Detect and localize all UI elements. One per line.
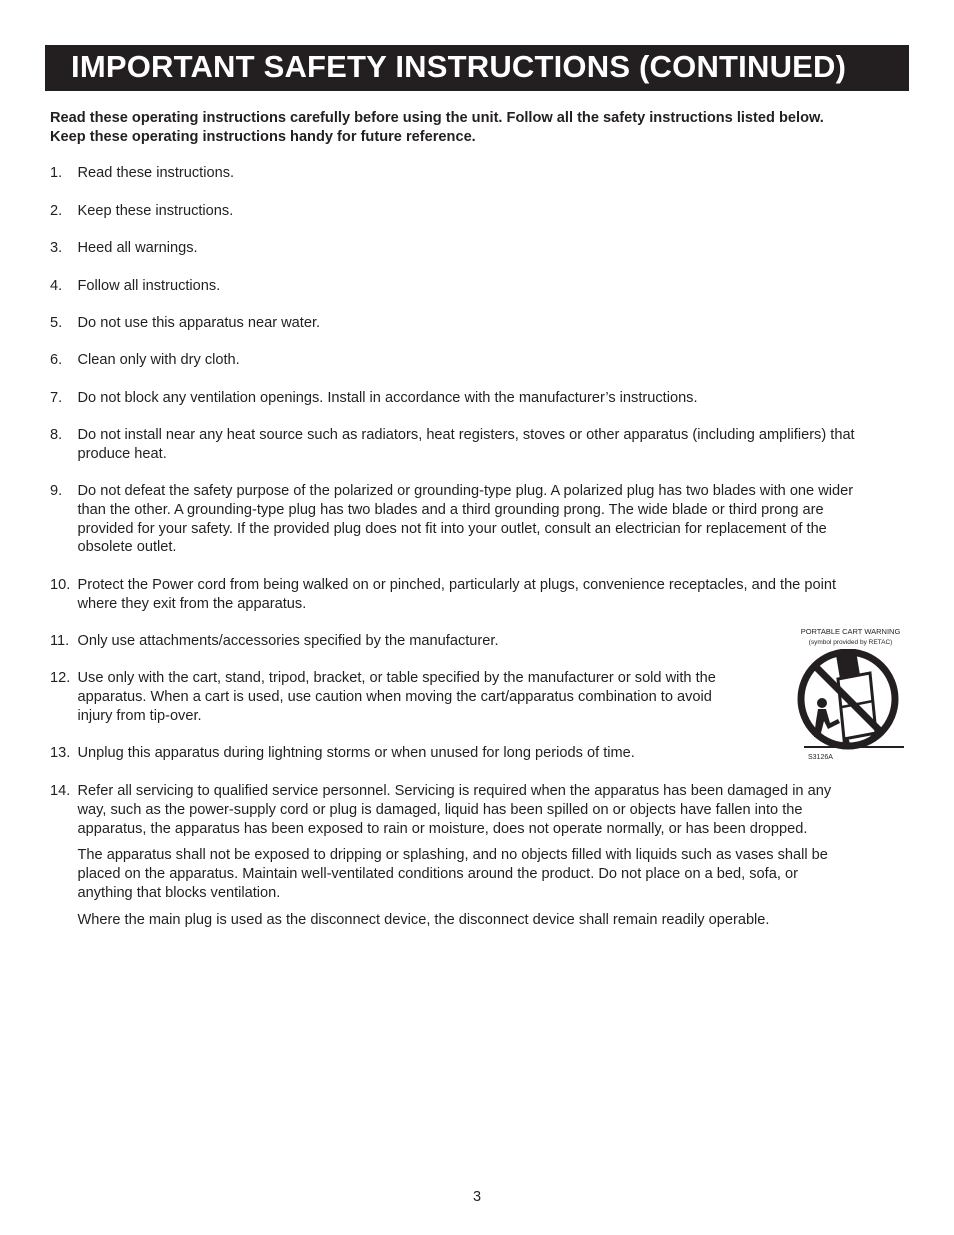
intro-paragraph [50, 109, 910, 147]
instruction-text: where they exit from the apparatus. [77, 595, 307, 612]
instruction-item [50, 314, 320, 333]
intro-line: Read these operating instructions carefully before using the unit. Follow all the safety instructions listed below. [50, 110, 824, 126]
cart-warning-code: S3126A [808, 754, 833, 761]
instruction-item [50, 164, 234, 183]
instruction-number: 9. [50, 483, 63, 499]
instruction-text: Read these instructions. [77, 165, 235, 181]
cart-warning-title: PORTABLE CART WARNING [800, 627, 901, 636]
instruction-text: apparatus. When a cart is used, use caution when moving the cart/apparatus combination to avoid [77, 688, 712, 705]
instruction-item [50, 277, 220, 296]
portable-cart-warning-icon [794, 649, 906, 753]
instruction-number: 11. [50, 633, 70, 649]
instruction-item [50, 744, 635, 763]
instruction-item [50, 351, 240, 370]
instruction-text: Unplug this apparatus during lightning storms or when unused for long periods of time. [77, 745, 635, 761]
instruction-item [50, 389, 698, 408]
title-bar [45, 45, 909, 91]
instruction-number: 5. [50, 315, 63, 331]
portable-cart-warning [788, 627, 913, 767]
page-number: 3 [472, 1189, 482, 1205]
instruction-number: 4. [50, 278, 63, 294]
instruction-text: Follow all instructions. [77, 278, 221, 294]
instruction-text: than the other. A grounding-type plug has two blades and a third grounding prong. The wide blade or third prong are [77, 501, 824, 518]
instruction-text: Clean only with dry cloth. [77, 352, 240, 368]
instruction-number: 2. [50, 203, 63, 219]
instruction-item [50, 782, 831, 838]
instruction-text: Use only with the cart, stand, tripod, bracket, or table specified by the manufacturer or sold with the [77, 670, 716, 686]
note-line: placed on the apparatus. Maintain well-ventilated conditions around the product. Do not place on a bed, sofa, or [77, 865, 798, 882]
instruction-text: Refer all servicing to qualified service personnel. Servicing is required when the apparatus has been damaged in any [77, 783, 832, 799]
instruction-item [50, 202, 233, 221]
instruction-number: 7. [50, 390, 63, 406]
instruction-number: 8. [50, 427, 63, 443]
instruction-item [50, 426, 855, 464]
instruction-number: 10. [50, 577, 71, 593]
instruction-text: Keep these instructions. [77, 203, 234, 219]
instruction-text: Do not block any ventilation openings. Install in accordance with the manufacturer’s instructions. [77, 390, 698, 406]
instruction-item [50, 482, 853, 557]
instruction-text: Do not defeat the safety purpose of the polarized or grounding-type plug. A polarized plug has two blades with one wider [77, 483, 854, 499]
note-line: anything that blocks ventilation. [77, 884, 281, 901]
disconnect-note [78, 911, 770, 930]
instruction-item [50, 632, 499, 651]
intro-line: Keep these operating instructions handy for future reference. [50, 129, 476, 145]
instruction-text: injury from tip-over. [77, 707, 202, 724]
instruction-number: 13. [50, 745, 71, 761]
ventilation-note [78, 846, 828, 902]
instruction-text: Do not use this apparatus near water. [77, 315, 321, 331]
instruction-text: Heed all warnings. [77, 240, 198, 256]
note-line: Where the main plug is used as the disconnect device, the disconnect device shall remain readily operable. [77, 912, 770, 928]
page-title: IMPORTANT SAFETY INSTRUCTIONS (CONTINUED) [71, 49, 847, 84]
instruction-text: way, such as the power-supply cord or plug is damaged, liquid has been spilled on or objects have fallen into the [77, 801, 803, 818]
instruction-text: obsolete outlet. [77, 539, 177, 556]
instruction-number: 1. [50, 165, 63, 181]
note-line: The apparatus shall not be exposed to dripping or splashing, and no objects filled with liquids such as vases shall be [77, 847, 828, 863]
instruction-text: Do not install near any heat source such as radiators, heat registers, stoves or other apparatus (including amplifiers) that [77, 427, 855, 443]
instruction-text: provided for your safety. If the provided plug does not fit into your outlet, consult an electrician for replacement of the [77, 520, 827, 537]
instruction-number: 12. [50, 670, 71, 686]
instruction-item [50, 239, 198, 258]
instruction-number: 6. [50, 352, 63, 368]
instruction-number: 3. [50, 240, 63, 256]
instruction-text: produce heat. [77, 445, 167, 462]
instruction-item [50, 669, 716, 725]
instruction-item [50, 576, 836, 614]
instruction-text: apparatus, the apparatus has been exposed to rain or moisture, does not operate normally, or has been dropped. [77, 820, 808, 837]
instruction-number: 14. [50, 783, 71, 799]
instruction-text: Protect the Power cord from being walked on or pinched, particularly at plugs, convenience receptacles, and the point [77, 577, 836, 593]
instruction-text: Only use attachments/accessories specified by the manufacturer. [77, 633, 499, 649]
cart-warning-subtitle: (symbol provided by RETAC) [808, 639, 893, 646]
